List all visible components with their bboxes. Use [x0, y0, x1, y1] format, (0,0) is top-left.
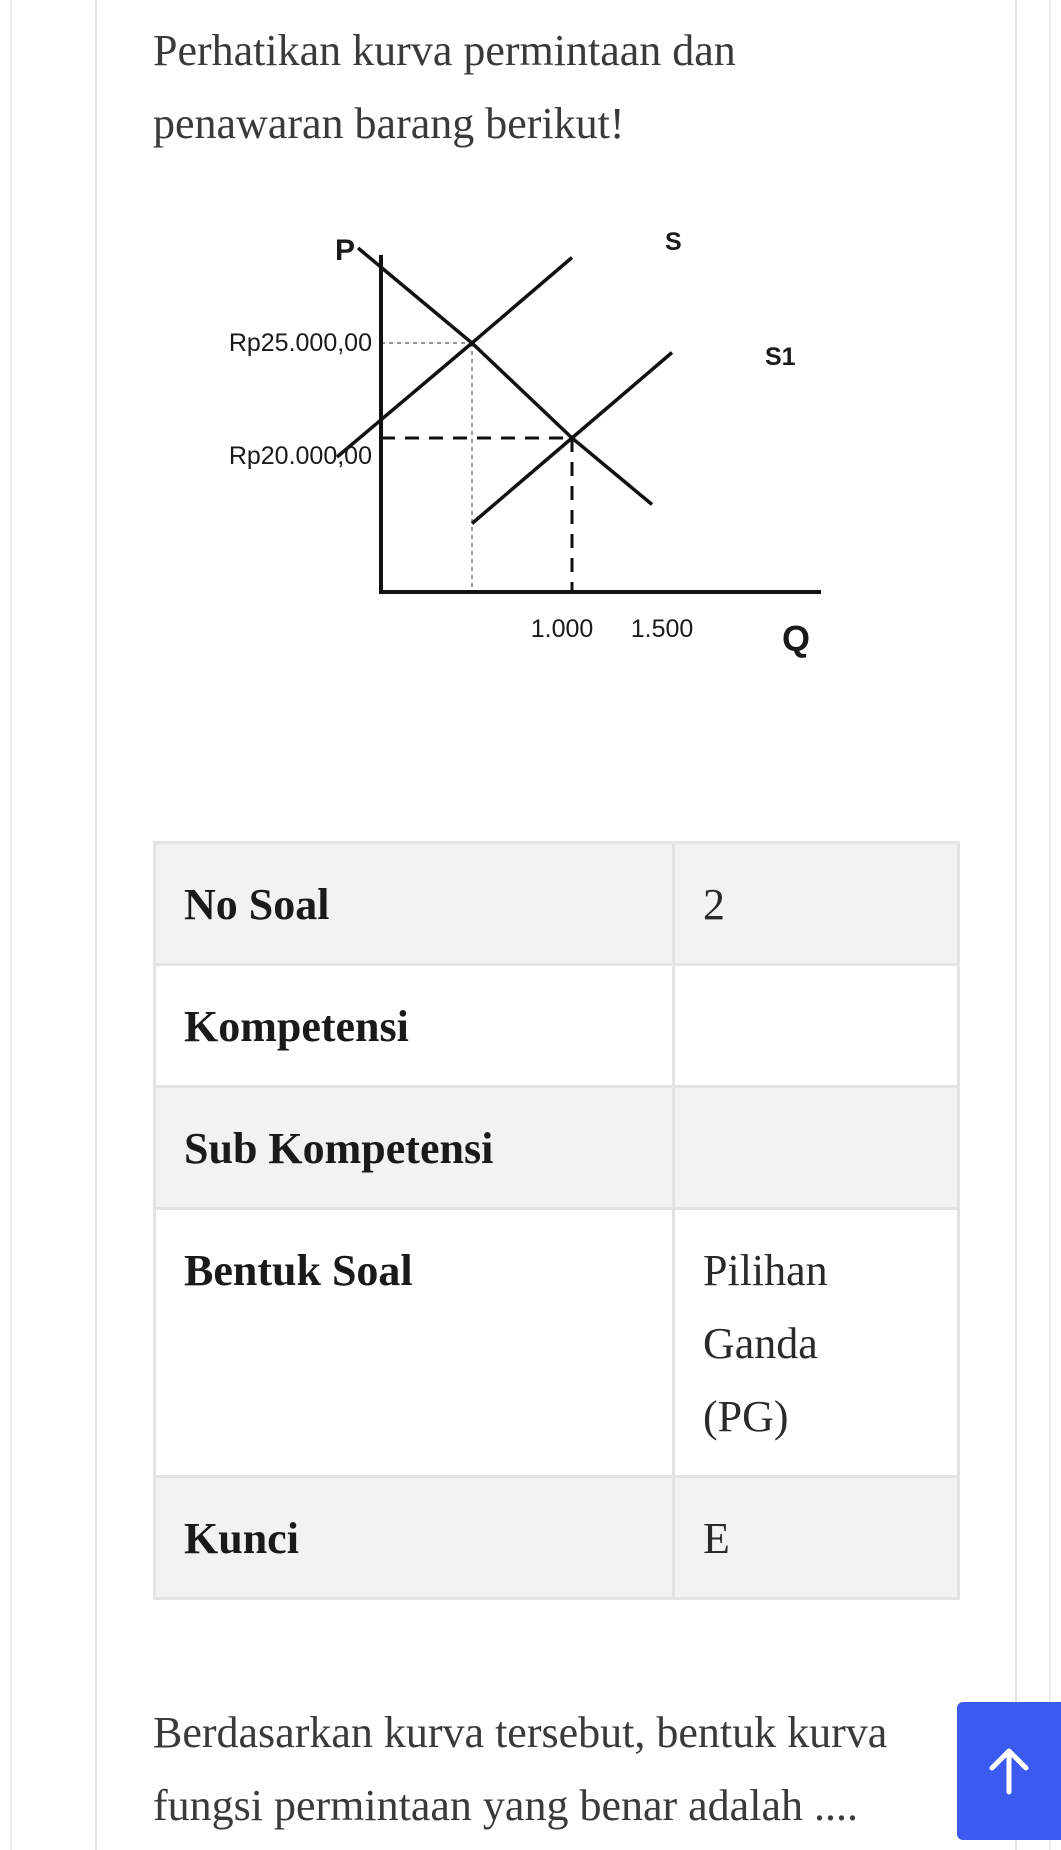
row-value-bentuk-soal	[703, 1234, 929, 1453]
arrow-up-icon	[987, 1746, 1031, 1796]
intro-line-2: penawaran barang berikut!	[153, 99, 625, 148]
intro-paragraph	[153, 14, 993, 160]
question-paragraph	[153, 1696, 993, 1842]
table-cell-value	[674, 843, 959, 965]
demand-curve	[358, 248, 652, 505]
scroll-to-top-button[interactable]	[957, 1702, 1061, 1840]
chart-guides	[381, 343, 572, 592]
table-cell-value	[674, 1087, 959, 1209]
intro-line-1: Perhatikan kurva permintaan dan	[153, 26, 736, 75]
table-row	[155, 965, 959, 1087]
x-tick-label-1000: 1.000	[530, 615, 594, 643]
table-cell-value	[674, 965, 959, 1087]
row-value-no-soal: 2	[703, 880, 725, 929]
table-cell-value	[674, 1477, 959, 1599]
table-cell-label	[155, 1477, 674, 1599]
row-value-bentuk-soal-line-2: Ganda	[703, 1319, 818, 1368]
chart-lines	[337, 248, 672, 524]
table-row	[155, 1087, 959, 1209]
row-value-bentuk-soal-line-1: Pilihan	[703, 1246, 828, 1295]
question-line-2: fungsi permintaan yang benar adalah ....	[153, 1781, 858, 1830]
question-line-1: Berdasarkan kurva tersebut, bentuk kurva	[153, 1708, 888, 1757]
row-value-bentuk-soal-line-3: (PG)	[703, 1392, 789, 1441]
supply-demand-chart	[190, 215, 830, 785]
x-axis-label: Q	[782, 618, 811, 659]
table-cell-value	[674, 1209, 959, 1477]
question-info-table	[153, 841, 960, 1600]
y-axis-label: P	[335, 234, 356, 267]
y-tick-label-25000: Rp25.000,00	[228, 329, 372, 357]
table-row	[155, 1209, 959, 1477]
table-row	[155, 1477, 959, 1599]
supply-curve-s	[337, 258, 572, 458]
row-label-kompetensi: Kompetensi	[184, 1002, 409, 1051]
chart-axes	[379, 255, 821, 592]
row-value-kunci: E	[703, 1514, 730, 1563]
y-tick-label-20000: Rp20.000,00	[228, 442, 372, 470]
row-label-no-soal: No Soal	[184, 880, 330, 929]
row-label-bentuk-soal: Bentuk Soal	[184, 1246, 413, 1295]
table-cell-label	[155, 1209, 674, 1477]
x-tick-label-1500: 1.500	[630, 615, 694, 643]
table-cell-label	[155, 843, 674, 965]
series-label-s1: S1	[765, 343, 796, 371]
row-label-kunci: Kunci	[184, 1514, 299, 1563]
series-label-s: S	[665, 228, 682, 256]
table-cell-label	[155, 1087, 674, 1209]
chart-svg	[190, 215, 830, 785]
table-cell-label	[155, 965, 674, 1087]
table-row	[155, 843, 959, 965]
row-label-sub-kompetensi: Sub Kompetensi	[184, 1124, 494, 1173]
